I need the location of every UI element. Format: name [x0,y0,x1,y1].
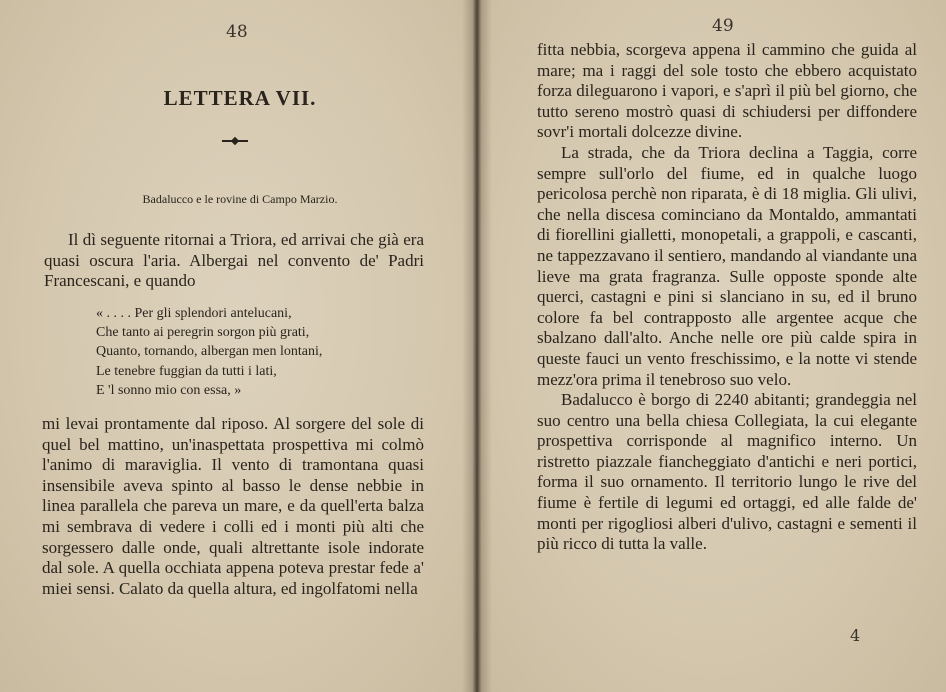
letter-subtitle: Badalucco e le rovine di Campo Marzio. [142,192,338,206]
paragraph-text: La strada, che da Triora declina a Taggia, corre sempre sull'orlo del fiume, ed in qualche luogo pericolosa perchè non riparata, è di 18 miglia. Gli ulivi, che nella discesa cominciano da Montaldo, ammantati di fiorellini gialletti, monopetali, a grappoli, e cascanti, ne tappezzavano il sentiero, mandando al viandante una lieve ma grata fragranza. Sulle opposte sponde alte querci, castagni e pini si slanciano in su, ed il bruno colore fa bel contrapposto alle argentee acque che sbalzano dall'alto. Anche nelle ore più calde spira in queste fauci un vento freschissimo, e la notte vi stende mezz'ora prima il tenebroso suo velo. [537,142,917,389]
verse-line: « . . . . Per gli splendori antelucani, [96,306,292,321]
verse-line: Le tenebre fuggian da tutti i lati, [96,363,277,379]
page-number-left: 48 [226,22,248,42]
verse-line: E 'l sonno mio con essa, » [96,382,242,398]
right-page [476,0,946,692]
signature-mark: 4 [850,626,861,645]
paragraph-text: Il dì seguente ritornai a Triora, ed arrivai che già era quasi oscura l'aria. Albergai nel convento de' Padri Francescani, e quando [44,230,424,291]
left-paragraph-1 [44,230,424,292]
paragraph-text: mi levai prontamente dal riposo. Al sorgere del sole di quel bel mattino, un'inaspettata prospettiva mi colmò l'animo di maraviglia. Il vento di tramontana quasi insensibile aveva spinto al basso le dense nebbie in linea parallela che pareva un mare, e da quell'erta balza mi sembrava di vedere i colli ed i monti più alti che sorgessero dalle onde, quali altrettante isole indorate dal sole. A quella occhiata appena poteva prestar fede a' miei sensi. Calato da quella altura, ed ingolfatomi nella [42,414,424,598]
verse-line: Quanto, tornando, albergan men lontani, [96,344,323,360]
verse-quotation [96,304,416,400]
left-paragraph-2 [42,414,424,599]
paragraph-text: Badalucco è borgo di 2240 abitanti; grandeggia nel suo centro una bella chiesa Collegiata, la cui elegante prospettiva corrisponde al magnifico interno. Un ristretto piazzale fiancheggiato d'antichi e neri portici, forma il suo ornamento. Il territorio lungo le rive del fiume è fertile di legumi ed ortaggi, ed alle falde de' monti per rigogliosi alberi d'ulivo, castagni e sementi il più ricco di tutta la valle. [537,390,917,554]
letter-heading: LETTERA VII. [163,86,317,110]
page-number-right: 49 [712,16,734,36]
ornament-rule [222,140,248,142]
book-gutter [462,0,492,692]
right-text-block [537,40,917,555]
paragraph-text: fitta nebbia, scorgeva appena il cammino che guida al mare; ma i raggi del sole tosto che ebbero acquistato forza dileguarono i vapori, e s'aprì il più bel giorno, che tutto sereno mostrò quasi di schiudersi per diffondere sovr'i mortali dolcezze divine. [537,40,917,142]
verse-line: Che tanto ai peregrin sorgon più grati, [96,325,310,341]
